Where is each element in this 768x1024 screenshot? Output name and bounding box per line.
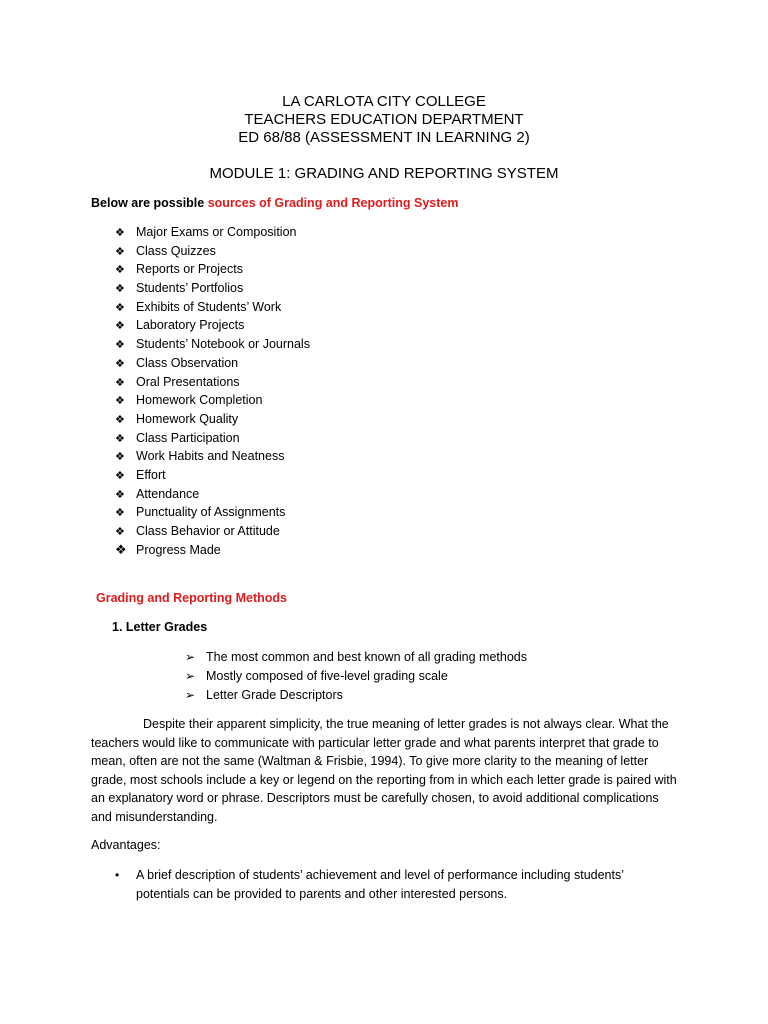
source-item: [115, 298, 310, 317]
source-item-text: Reports or Projects: [136, 262, 243, 277]
source-item: [115, 503, 310, 522]
diamond-bullet-icon: ❖: [115, 541, 127, 557]
diamond-bullet-icon: ❖: [115, 413, 125, 426]
letter-grades-points: [185, 648, 527, 705]
source-item-text: Effort: [136, 467, 166, 482]
college-name: LA CARLOTA CITY COLLEGE: [282, 93, 486, 110]
methods-title: Grading and Reporting Methods: [96, 591, 287, 605]
source-item-text: Homework Quality: [136, 411, 239, 426]
sources-list: [115, 223, 310, 559]
source-item: [115, 541, 310, 560]
source-item: [115, 223, 310, 242]
source-item: [115, 354, 310, 373]
advantages-list: [115, 866, 675, 904]
source-item: [115, 242, 310, 261]
source-item-text: Work Habits and Neatness: [136, 449, 285, 464]
advantage-item-text: A brief description of students’ achievement and level of performance including students’ potentials can be provided to parents and other interested persons.: [136, 868, 624, 901]
diamond-bullet-icon: ❖: [115, 451, 125, 464]
source-item-text: Class Observation: [136, 355, 239, 370]
source-item: [115, 279, 310, 298]
diamond-bullet-icon: ❖: [115, 283, 125, 296]
diamond-bullet-icon: ❖: [115, 245, 125, 258]
diamond-bullet-icon: ❖: [115, 488, 125, 501]
source-item: [115, 410, 310, 429]
diamond-bullet-icon: ❖: [115, 469, 125, 482]
diamond-bullet-icon: ❖: [115, 432, 125, 445]
sources-intro: [91, 195, 458, 211]
source-item: [115, 373, 310, 392]
diamond-bullet-icon: ❖: [115, 526, 125, 538]
letter-grade-point: [185, 686, 527, 705]
diamond-bullet-icon: ❖: [115, 376, 125, 389]
diamond-bullet-icon: ❖: [115, 320, 125, 333]
source-item: [115, 522, 310, 541]
sources-intro-prefix: Below are possible: [91, 196, 208, 210]
source-item: [115, 260, 310, 279]
source-item: [115, 429, 310, 448]
source-item: [115, 485, 310, 504]
diamond-bullet-icon: ❖: [115, 357, 125, 370]
source-item-text: Oral Presentations: [136, 374, 240, 389]
source-item-text: Students’ Portfolios: [136, 281, 244, 296]
sources-intro-highlight: sources of Grading and Reporting System: [207, 196, 459, 210]
module-title: MODULE 1: GRADING AND REPORTING SYSTEM: [209, 165, 559, 182]
course-title: ED 68/88 (ASSESSMENT IN LEARNING 2): [238, 129, 530, 146]
letter-grade-point: [185, 648, 527, 667]
source-item: [115, 316, 310, 335]
letter-grades-paragraph: Despite their apparent simplicity, the true meaning of letter grades is not always clear. What the teachers would like to communicate with particular letter grade and what parents interpret that grade to mean, often are not the same (Waltman & Frisbie, 1994). To give more clarity to the meaning of letter grade, most schools include a key or legend on the reporting from in which each letter grade is paired with an explanatory word or phrase. Descriptors must be carefully chosen, to avoid additional complications and misunderstanding.: [91, 717, 677, 824]
diamond-bullet-icon: ❖: [115, 395, 125, 408]
source-item-text: Exhibits of Students’ Work: [136, 299, 282, 314]
source-item-text: Major Exams or Composition: [136, 225, 297, 239]
source-item-text: Progress Made: [136, 542, 221, 557]
source-item-text: Students’ Notebook or Journals: [136, 337, 310, 352]
source-item-text: Punctuality of Assignments: [136, 505, 286, 520]
letter-grade-point-text: Letter Grade Descriptors: [206, 688, 343, 702]
diamond-bullet-icon: ❖: [115, 301, 125, 314]
arrow-bullet-icon: ➢: [185, 650, 196, 664]
source-item-text: Laboratory Projects: [136, 318, 245, 333]
source-item: [115, 466, 310, 485]
source-item-text: Homework Completion: [136, 393, 263, 408]
source-item: [115, 335, 310, 354]
advantage-item: [115, 866, 675, 904]
arrow-bullet-icon: ➢: [185, 669, 196, 683]
department-name: TEACHERS EDUCATION DEPARTMENT: [244, 111, 524, 128]
letter-grade-point-text: The most common and best known of all grading methods: [206, 650, 528, 664]
source-item-text: Class Behavior or Attitude: [136, 524, 280, 538]
source-item: [115, 391, 310, 410]
advantages-label: Advantages:: [91, 838, 161, 852]
source-item-text: Attendance: [136, 486, 200, 501]
diamond-bullet-icon: ❖: [115, 227, 125, 239]
source-item-text: Class Quizzes: [136, 243, 216, 258]
dot-bullet-icon: •: [115, 868, 120, 882]
source-item-text: Class Participation: [136, 430, 240, 445]
source-item: [115, 447, 310, 466]
arrow-bullet-icon: ➢: [185, 688, 196, 702]
letter-grade-point-text: Mostly composed of five-level grading scale: [206, 669, 448, 683]
diamond-bullet-icon: ❖: [115, 507, 125, 520]
diamond-bullet-icon: ❖: [115, 264, 125, 277]
letter-grades-title: 1. Letter Grades: [112, 620, 208, 634]
letter-grade-point: [185, 667, 527, 686]
diamond-bullet-icon: ❖: [115, 339, 125, 352]
